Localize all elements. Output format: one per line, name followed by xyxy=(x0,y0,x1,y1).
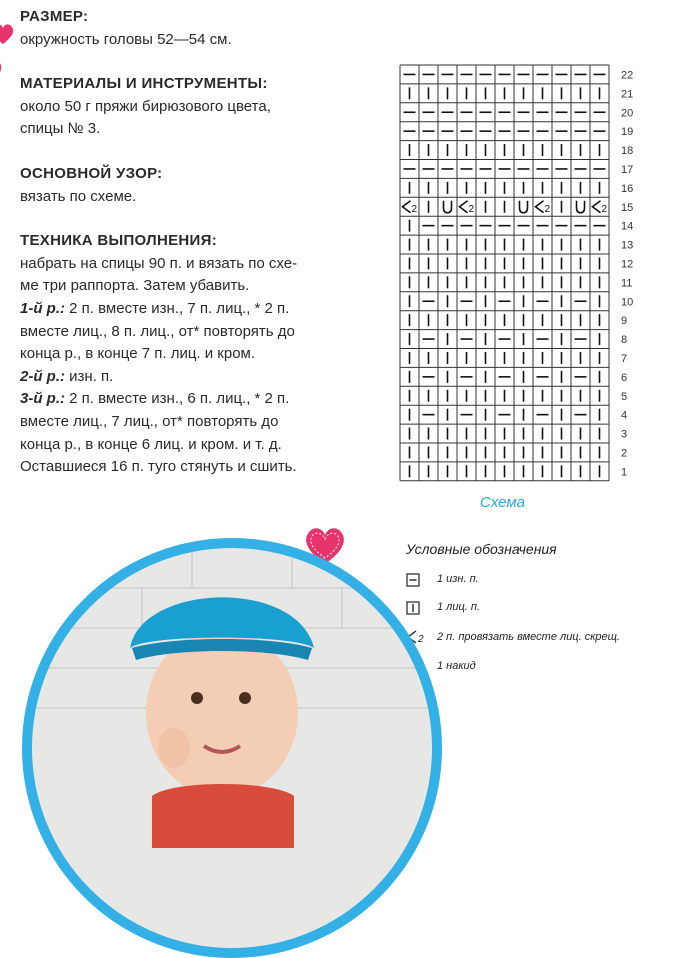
row3-instruction: вместе лиц., 7 лиц., от* повторять до xyxy=(20,412,279,430)
pink-heart-icon xyxy=(0,22,14,46)
k2tog-mark xyxy=(403,201,411,213)
row1-instruction: вместе лиц., 8 п. лиц., от* повторять до xyxy=(20,322,295,340)
pattern-text: вязать по схеме. xyxy=(20,187,137,205)
row-number-label: 3 xyxy=(621,428,628,441)
yarn-over-mark xyxy=(577,201,585,213)
row-number-label: 22 xyxy=(621,69,634,82)
svg-text:2: 2 xyxy=(418,634,424,645)
row-number-label: 15 xyxy=(621,201,634,214)
final-instruction: Оставшиеся 16 п. туго стянуть и сшить. xyxy=(20,458,297,476)
row1-instruction: 1-й р.: 2 п. вместе изн., 7 п. лиц., * 2 п. xyxy=(20,299,290,317)
row3-label: 3-й р.: xyxy=(20,390,65,408)
yarn-over-mark xyxy=(520,201,528,213)
k2tog-mark xyxy=(593,201,601,213)
row-number-label: 10 xyxy=(621,296,634,309)
chart-caption: Схема xyxy=(480,494,525,511)
row-number-label: 13 xyxy=(621,239,634,252)
row-number-label: 4 xyxy=(621,409,628,422)
child-in-hat-image xyxy=(32,548,432,948)
k2tog-mark-number: 2 xyxy=(544,203,551,215)
row-number-label: 6 xyxy=(621,371,628,384)
instructions-column xyxy=(20,6,338,479)
size-heading: РАЗМЕР: xyxy=(20,8,89,25)
row-number-label: 21 xyxy=(621,88,634,101)
row3-instruction: 3-й р.: 2 п. вместе изн., 6 п. лиц., * 2 п. xyxy=(20,390,290,408)
swirl-icon xyxy=(0,56,8,80)
row-number-label: 7 xyxy=(621,352,628,365)
k2tog-mark xyxy=(536,201,544,213)
row-number-label: 20 xyxy=(621,107,634,120)
knit-icon xyxy=(406,601,420,615)
k2tog-mark-number: 2 xyxy=(411,203,418,215)
row-number-label: 19 xyxy=(621,126,634,139)
row1-instruction: конца р., в конце 7 п. лиц. и кром. xyxy=(20,345,256,363)
row2-label: 2-й р.: xyxy=(20,367,65,385)
size-text: окружность головы 52—54 см. xyxy=(20,30,232,48)
purl-icon xyxy=(406,573,420,587)
materials-heading: МАТЕРИАЛЫ И ИНСТРУМЕНТЫ: xyxy=(20,75,268,93)
row-number-label: 18 xyxy=(621,145,634,158)
row-number-label: 16 xyxy=(621,182,634,195)
row1-label: 1-й р.: xyxy=(20,299,65,317)
row-number-label: 12 xyxy=(621,258,634,271)
pattern-heading: ОСНОВНОЙ УЗОР: xyxy=(20,164,163,182)
k2tog-mark-number: 2 xyxy=(468,203,475,215)
technique-heading: ТЕХНИКА ВЫПОЛНЕНИЯ: xyxy=(20,232,217,250)
child-photo xyxy=(22,538,442,958)
row-number-label: 1 xyxy=(621,466,628,479)
legend-title: Условные обозначения xyxy=(406,541,557,557)
row-number-label: 9 xyxy=(621,315,628,328)
row2-instruction: 2-й р.: изн. п. xyxy=(20,367,114,385)
technique-text: ме три раппорта. Затем убавить. xyxy=(20,277,250,295)
k2tog-mark-number: 2 xyxy=(601,203,608,215)
row3-instruction: конца р., в конце 6 лиц. и кром. и т. д. xyxy=(20,435,282,453)
row-number-label: 17 xyxy=(621,163,634,176)
k2tog-mark xyxy=(460,201,468,213)
row-number-label: 11 xyxy=(621,277,633,290)
row-number-label: 8 xyxy=(621,334,628,347)
yarn-over-mark xyxy=(444,201,452,213)
materials-text: спицы № 3. xyxy=(20,120,101,138)
knitting-chart xyxy=(396,62,646,490)
row-number-label: 5 xyxy=(621,390,628,403)
row-number-label: 2 xyxy=(621,447,628,460)
technique-text: набрать на спицы 90 п. и вязать по схе- xyxy=(20,254,298,272)
row-number-label: 14 xyxy=(621,220,634,233)
materials-text: около 50 г пряжи бирюзового цвета, xyxy=(20,97,271,115)
